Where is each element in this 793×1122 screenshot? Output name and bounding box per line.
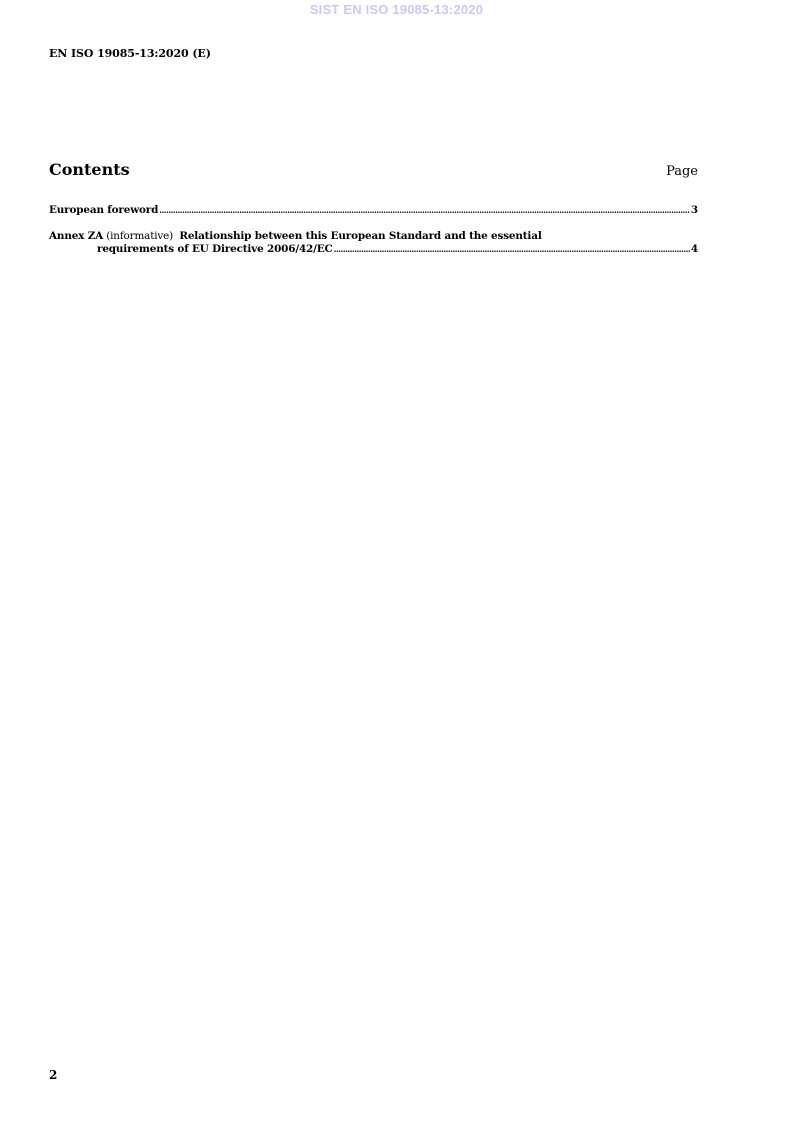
toc-annex-type: (informative) (106, 230, 174, 242)
document-id: EN ISO 19085-13:2020 (E) (49, 47, 211, 60)
toc-annex-label: Annex ZA (49, 230, 104, 242)
toc-entry-european-foreword[interactable] (49, 204, 698, 217)
page-column-label: Page (666, 164, 698, 179)
toc-annex-title-line2: requirements of EU Directive 2006/42/EC (97, 243, 333, 255)
toc-entry-annex-za[interactable] (49, 230, 698, 256)
contents-title: Contents (49, 160, 130, 179)
toc-page-number: 4 (690, 243, 698, 255)
toc-entry-label: European foreword (49, 204, 159, 216)
watermark: SIST EN ISO 19085-13:2020 (309, 2, 484, 17)
toc-page-number: 3 (690, 204, 698, 216)
toc-annex-title-line1: Relationship between this European Standard and the essential (179, 230, 542, 242)
toc-leader-dots (159, 204, 690, 217)
page-number: 2 (49, 1068, 58, 1082)
table-of-contents (49, 204, 698, 256)
toc-leader-dots (334, 243, 690, 256)
